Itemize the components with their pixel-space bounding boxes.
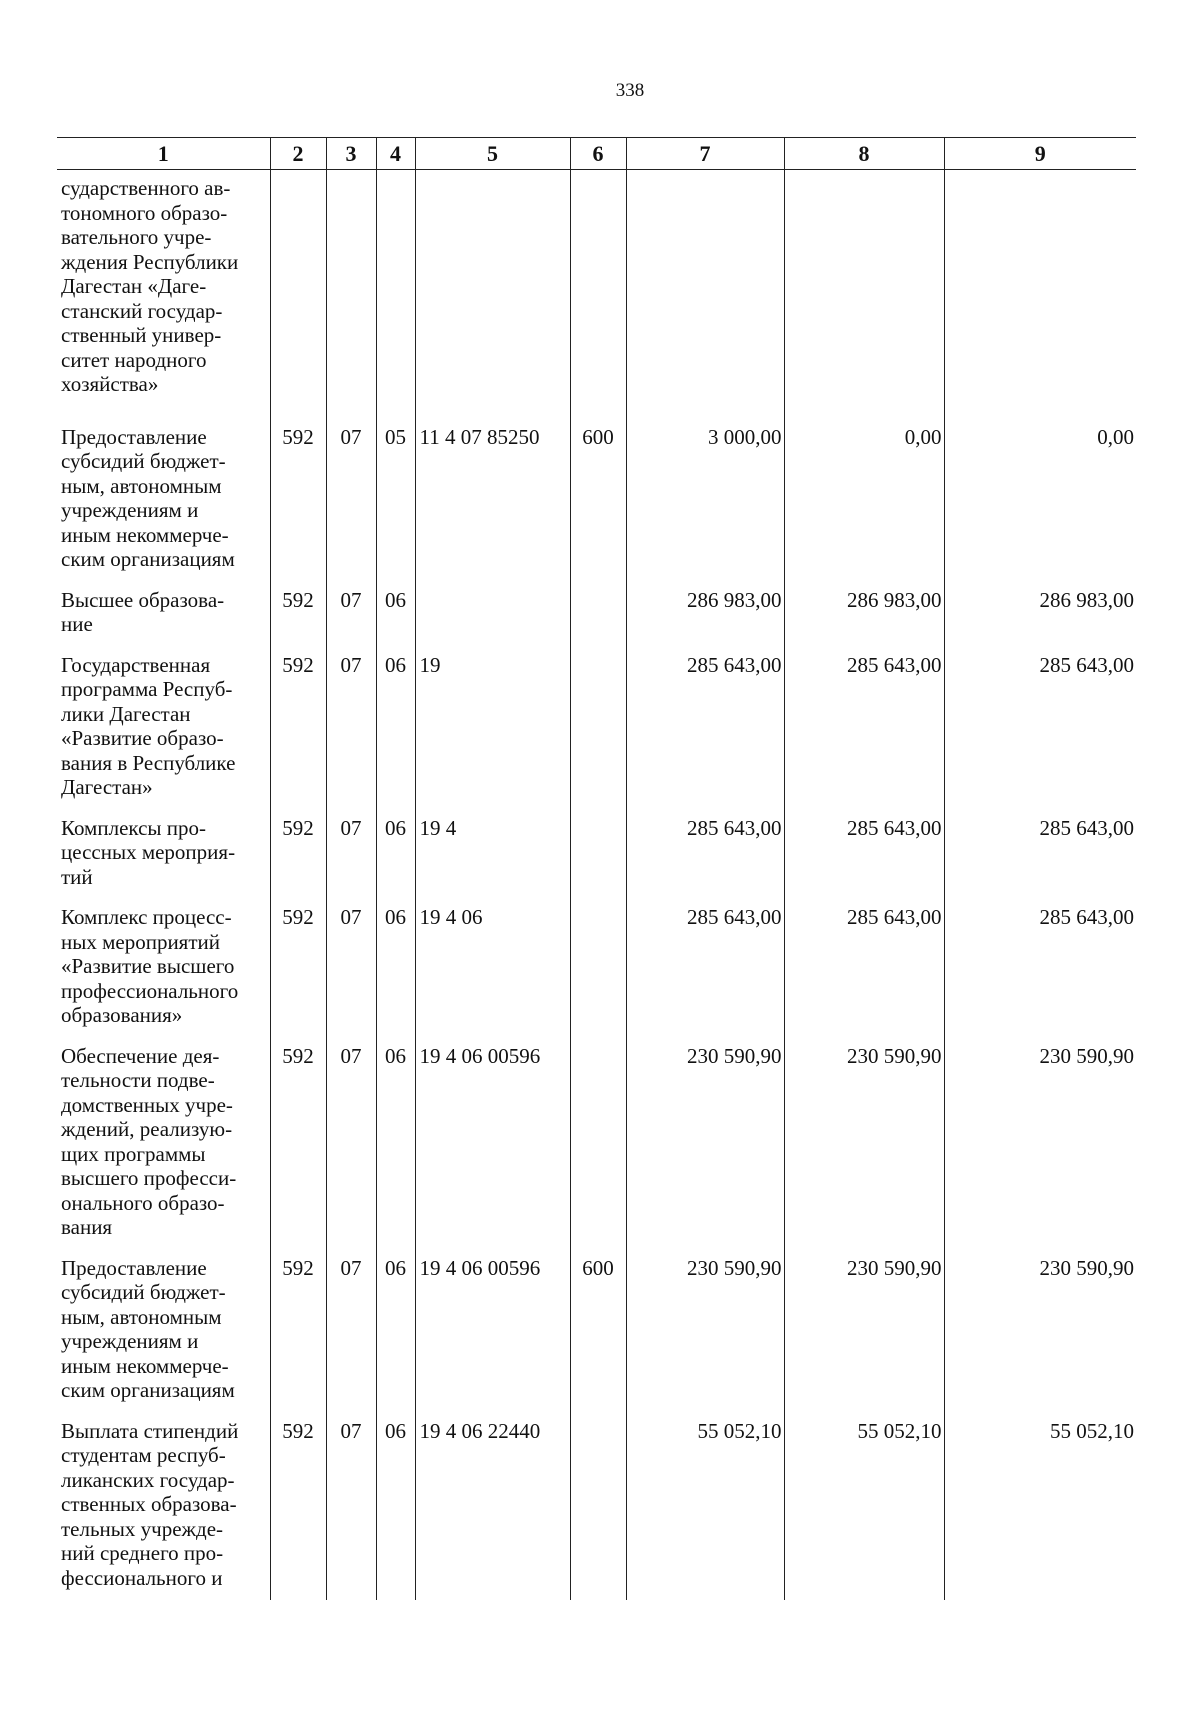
chapter-code-cell: 592	[270, 647, 326, 810]
item-name-cell	[57, 1413, 270, 1601]
item-name-cell	[57, 419, 270, 582]
expense-type-cell: 600	[570, 1250, 626, 1413]
item-name-line: Комплекс процесс-	[61, 905, 232, 929]
item-name-line: сударственного ав-	[61, 176, 231, 200]
amount-year2-cell: 0,00	[784, 419, 944, 582]
amount-year2-cell	[784, 170, 944, 419]
target-article-cell: 19	[415, 647, 570, 810]
item-name-line: щих программы	[61, 1141, 206, 1166]
item-name-cell	[57, 170, 270, 419]
target-article-cell: 19 4 06 22440	[415, 1413, 570, 1601]
item-name-line: ным, автономным	[61, 473, 222, 498]
item-name-cell	[57, 582, 270, 647]
chapter-code-cell: 592	[270, 419, 326, 582]
item-name-line: цессных мероприя-	[61, 840, 236, 864]
section-code-cell: 07	[326, 810, 376, 900]
amount-year3-cell: 285 643,00	[944, 810, 1136, 900]
item-name-line: ний среднего про-	[61, 1541, 224, 1565]
item-name-line: Комплексы про-	[61, 815, 206, 840]
section-code-cell: 07	[326, 647, 376, 810]
target-article-cell: 19 4 06	[415, 899, 570, 1038]
item-name-line: ликанских государ-	[61, 1467, 235, 1492]
item-name-line: ние	[61, 612, 93, 636]
table-row	[57, 582, 1136, 647]
item-name-line: ственных образова-	[61, 1492, 237, 1516]
amount-year3-cell: 0,00	[944, 419, 1136, 582]
column-header: 9	[944, 138, 1136, 170]
subsection-code-cell: 06	[376, 810, 415, 900]
item-name-line: ственный универ-	[61, 323, 222, 347]
item-name-line: тий	[61, 864, 93, 889]
item-name-line: ждения Республики	[61, 249, 239, 274]
expense-type-cell	[570, 170, 626, 419]
column-header: 3	[326, 138, 376, 170]
amount-year3-cell: 230 590,90	[944, 1038, 1136, 1250]
section-code-cell: 07	[326, 899, 376, 1038]
item-name-line: учреждениям и	[61, 498, 199, 522]
item-name-line: Государственная	[61, 652, 211, 677]
chapter-code-cell: 592	[270, 1038, 326, 1250]
page-number: 338	[615, 80, 645, 101]
budget-table	[57, 137, 1136, 1600]
column-header: 5	[415, 138, 570, 170]
amount-year1-cell: 230 590,90	[626, 1250, 784, 1413]
section-code-cell: 07	[326, 419, 376, 582]
amount-year2-cell: 230 590,90	[784, 1038, 944, 1250]
column-header: 4	[376, 138, 415, 170]
target-article-cell: 19 4 06 00596	[415, 1038, 570, 1250]
budget-table-container	[57, 137, 1136, 1600]
column-header: 6	[570, 138, 626, 170]
amount-year2-cell: 230 590,90	[784, 1250, 944, 1413]
expense-type-cell	[570, 582, 626, 647]
chapter-code-cell: 592	[270, 810, 326, 900]
target-article-cell	[415, 170, 570, 419]
subsection-code-cell: 06	[376, 1413, 415, 1601]
chapter-code-cell: 592	[270, 1413, 326, 1601]
item-name-line: студентам респуб-	[61, 1443, 226, 1467]
item-name-line: ным, автономным	[61, 1304, 222, 1329]
item-name-line: «Развитие высшего	[61, 954, 235, 978]
amount-year1-cell: 285 643,00	[626, 647, 784, 810]
chapter-code-cell: 592	[270, 1250, 326, 1413]
subsection-code-cell: 06	[376, 899, 415, 1038]
item-name-cell	[57, 1038, 270, 1250]
amount-year3-cell	[944, 170, 1136, 419]
amount-year2-cell: 285 643,00	[784, 647, 944, 810]
section-code-cell: 07	[326, 1038, 376, 1250]
item-name-line: иным некоммерче-	[61, 1353, 229, 1378]
table-body	[57, 170, 1136, 1601]
item-name-line: программа Респуб-	[61, 677, 233, 701]
table-row	[57, 1413, 1136, 1601]
item-name-line: субсидий бюджет-	[61, 1280, 226, 1304]
section-code-cell: 07	[326, 582, 376, 647]
chapter-code-cell: 592	[270, 582, 326, 647]
item-name-cell	[57, 1250, 270, 1413]
table-row	[57, 1250, 1136, 1413]
table-header-row	[57, 138, 1136, 170]
item-name-line: Дагестан «Даге-	[61, 274, 207, 298]
amount-year1-cell: 230 590,90	[626, 1038, 784, 1250]
subsection-code-cell: 06	[376, 582, 415, 647]
item-name-line: субсидий бюджет-	[61, 449, 226, 473]
target-article-cell: 11 4 07 85250	[415, 419, 570, 582]
amount-year2-cell: 285 643,00	[784, 810, 944, 900]
item-name-line: Предоставление	[61, 424, 207, 449]
item-name-line: профессионального	[61, 978, 239, 1003]
item-name-line: ским организациям	[61, 1378, 235, 1402]
amount-year1-cell: 286 983,00	[626, 582, 784, 647]
item-name-line: ждений, реализую-	[61, 1117, 233, 1141]
item-name-line: лики Дагестан	[61, 701, 191, 726]
item-name-line: фессионального и	[61, 1565, 223, 1590]
amount-year1-cell: 55 052,10	[626, 1413, 784, 1601]
expense-type-cell	[570, 810, 626, 900]
item-name-cell	[57, 810, 270, 900]
subsection-code-cell: 06	[376, 647, 415, 810]
section-code-cell: 07	[326, 1413, 376, 1601]
table-row	[57, 170, 1136, 419]
item-name-line: вательного учре-	[61, 225, 212, 249]
amount-year3-cell: 286 983,00	[944, 582, 1136, 647]
item-name-line: «Развитие образо-	[61, 726, 224, 750]
section-code-cell	[326, 170, 376, 419]
item-name-line: Дагестан»	[61, 775, 153, 799]
item-name-cell	[57, 899, 270, 1038]
table-row	[57, 1038, 1136, 1250]
amount-year3-cell: 285 643,00	[944, 899, 1136, 1038]
expense-type-cell	[570, 647, 626, 810]
item-name-line: тельных учрежде-	[61, 1516, 224, 1541]
amount-year2-cell: 55 052,10	[784, 1413, 944, 1601]
subsection-code-cell: 06	[376, 1038, 415, 1250]
item-name-line: ским организациям	[61, 547, 235, 571]
target-article-cell: 19 4	[415, 810, 570, 900]
item-name-line: вания	[61, 1215, 113, 1239]
item-name-line: хозяйства»	[61, 372, 159, 396]
subsection-code-cell: 05	[376, 419, 415, 582]
item-name-line: ных мероприятий	[61, 929, 220, 954]
amount-year2-cell: 286 983,00	[784, 582, 944, 647]
expense-type-cell: 600	[570, 419, 626, 582]
expense-type-cell	[570, 899, 626, 1038]
column-header: 1	[57, 138, 270, 170]
amount-year1-cell: 3 000,00	[626, 419, 784, 582]
item-name-line: вания в Республике	[61, 750, 236, 775]
amount-year3-cell: 55 052,10	[944, 1413, 1136, 1601]
table-row	[57, 647, 1136, 810]
item-name-line: Выплата стипендий	[61, 1418, 239, 1443]
expense-type-cell	[570, 1413, 626, 1601]
table-row	[57, 899, 1136, 1038]
column-header: 2	[270, 138, 326, 170]
expense-type-cell	[570, 1038, 626, 1250]
target-article-cell	[415, 582, 570, 647]
item-name-line: иным некоммерче-	[61, 522, 229, 547]
item-name-line: образования»	[61, 1003, 183, 1027]
item-name-line: Предоставление	[61, 1255, 207, 1280]
item-name-line: ситет народного	[61, 347, 207, 372]
chapter-code-cell	[270, 170, 326, 419]
amount-year1-cell	[626, 170, 784, 419]
chapter-code-cell: 592	[270, 899, 326, 1038]
item-name-line: высшего професси-	[61, 1166, 237, 1190]
column-header: 7	[626, 138, 784, 170]
amount-year1-cell: 285 643,00	[626, 810, 784, 900]
item-name-line: онального образо-	[61, 1190, 225, 1215]
item-name-line: тельности подве-	[61, 1068, 215, 1092]
table-row	[57, 419, 1136, 582]
amount-year2-cell: 285 643,00	[784, 899, 944, 1038]
item-name-line: станский государ-	[61, 298, 223, 323]
item-name-line: Высшее образова-	[61, 587, 225, 612]
item-name-line: тономного образо-	[61, 200, 228, 225]
item-name-line: домственных учре-	[61, 1092, 233, 1117]
table-row	[57, 810, 1136, 900]
column-header: 8	[784, 138, 944, 170]
amount-year1-cell: 285 643,00	[626, 899, 784, 1038]
item-name-cell	[57, 647, 270, 810]
target-article-cell: 19 4 06 00596	[415, 1250, 570, 1413]
item-name-line: Обеспечение дея-	[61, 1043, 220, 1068]
item-name-line: учреждениям и	[61, 1329, 199, 1353]
amount-year3-cell: 230 590,90	[944, 1250, 1136, 1413]
subsection-code-cell: 06	[376, 1250, 415, 1413]
section-code-cell: 07	[326, 1250, 376, 1413]
subsection-code-cell	[376, 170, 415, 419]
amount-year3-cell: 285 643,00	[944, 647, 1136, 810]
